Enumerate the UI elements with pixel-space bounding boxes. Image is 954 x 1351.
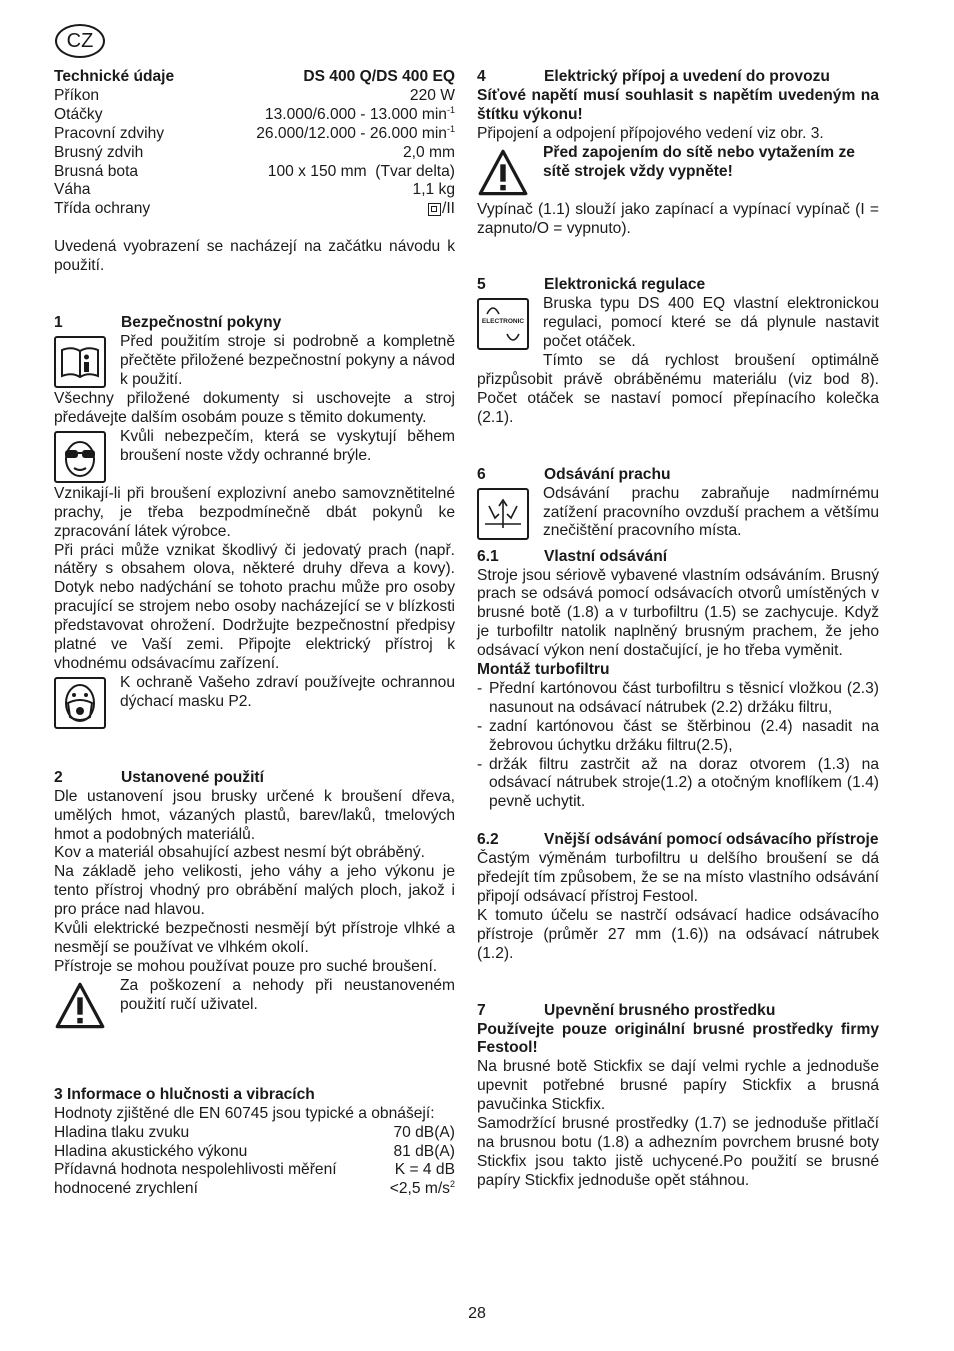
left-column: [54, 68, 455, 1199]
noise-row: hodnocené zrychlení <2,5 $m/s^2$: [54, 1179, 455, 1198]
s4-warn: Před zapojením do sítě nebo vytažením ze sítě strojek vždy vypněte!: [543, 143, 855, 180]
tech-label: Pracovní zdvihy: [54, 124, 165, 142]
tech-label: Otáčky: [54, 105, 103, 123]
noise-row: Hladina tlaku zvuku 70 dB(A): [54, 1123, 455, 1141]
protection-class-icon: [428, 203, 441, 216]
s7-p1: Na brusné botě Stickfix se dají velmi rychle a jednoduše upevnit potřebné brusné papíry Stickfix a brusná pavučinka Stickfix.: [477, 1058, 879, 1114]
s1-p5: Při práci může vznikat škodlivý či jedovatý prach (např. nátěry s obsahem olova, některé druhy dřeva a kovy). Dotyk nebo nadýchání se tohoto prachu může pro osoby pracující se strojem nebo osoby nacházející se v blízkosti představovat ohrožení. Dodržujte bezpečnostní předpisy platné ve Vaší zemi. Připojte elektrický přístroj k vhodnému odsávacímu zařízení.: [54, 541, 455, 672]
tech-value: 2,0 mm: [403, 143, 455, 161]
s1-p6: K ochraně Vašeho zdraví používejte ochrannou dýchací masku P2.: [120, 673, 455, 710]
s62-p2: K tomuto účelu se nastrčí odsávací hadice odsávacího přístroje (průměr 27 mm (1.6)) na odsávací nátrubek (1.2).: [477, 906, 879, 962]
s7-bold: Používejte pouze originální brusné prostředky firmy Festool!: [477, 1020, 879, 1057]
warning-icon: [54, 980, 106, 1032]
section-7-heading: 7 Upevnění brusného prostředku: [477, 1001, 776, 1019]
turbofilter-mount-heading: Montáž turbofiltru: [477, 661, 610, 679]
tech-value: /II: [428, 200, 455, 219]
respirator-mask-icon: [54, 677, 106, 729]
tech-row: [54, 163, 455, 182]
warning-icon: [477, 147, 529, 199]
s2-p3: Na základě jeho velikosti, jeho váhy a jeho výkonu je tento přístroj vhodný pro obrábění malých ploch, jakož i pro práce nad hlavou.: [54, 863, 455, 919]
page-number: 28: [468, 1305, 486, 1322]
s2-p5: Přístroje se mohou používat pouze pro suché broušení.: [54, 957, 438, 975]
tech-label: Příkon: [54, 86, 100, 104]
right-column: [477, 68, 879, 1191]
tech-label: Brusný zdvih: [54, 143, 144, 161]
tech-model: DS 400 Q/DS 400 EQ: [303, 68, 455, 85]
tech-label: Brusná bota: [54, 162, 139, 180]
tech-row: [54, 181, 455, 200]
list-item: - Přední kartónovou část turbofiltru s těsnicí vložkou (2.3) nasunout na odsávací nátrubek (2.2) držáku filtru,: [477, 680, 879, 718]
noise-row: Hladina akustického výkonu 81 dB(A): [54, 1142, 455, 1160]
s7-p2: Samodržící brusné prostředky (1.7) se jednoduše přitlačí na brusnou botu (1.8) a adhezním povrchem brusné boty Stickfix jsou takto jistě uchycené.Po použití se brusné papíry Stickfix jednoduše opět stáhnou.: [477, 1115, 879, 1189]
list-item: - držák filtru zastrčit až na doraz otvorem (1.3) na odsávací nátrubek stroje(1.2) a otočným knoflíkem (1.4) pevně uchytit.: [477, 756, 879, 813]
s1-p2: Všechny přiložené dokumenty si uschovejte a stroj předávejte dalším osobám pouze s těmito dokumenty.: [54, 389, 455, 426]
safety-goggles-icon: [54, 431, 106, 483]
s1-p4: Vznikají-li při broušení explozivní anebo samovznětitelné prachy, je třeba bezpodmínečně dbát pokynů ke zpracování látek výrobce.: [54, 484, 455, 540]
s2-p2: Kov a materiál obsahující azbest nesmí být obráběný.: [54, 844, 425, 862]
section-6-1-heading: 6.1 Vlastní odsávání: [477, 547, 668, 565]
tech-label: Váha: [54, 181, 91, 199]
s2-p6: Za poškození a nehody při neustanoveném použití ručí uživatel.: [120, 976, 455, 1013]
electronic-icon: ELECTRONIC: [477, 298, 529, 350]
section-4-heading: 4 Elektrický přípoj a uvedení do provozu: [477, 68, 830, 85]
section-1-heading: 1 Bezpečnostní pokyny: [54, 314, 282, 332]
tech-value: 26.000/12.000 - 26.000 $\min^{-1}$: [256, 123, 455, 142]
section-3-heading: 3 Informace o hlučnosti a vibracích: [54, 1085, 315, 1103]
s6-p1: Odsávání prachu zabraňuje nadmírnému zatížení pracovního ovzduší prachem a většímu znečištění pracovního místa.: [543, 484, 879, 540]
s4-p2: Vypínač (1.1) slouží jako zapínací a vypínací vypínač (I = zapnuto/O = vypnuto).: [477, 200, 879, 237]
s62-p1: Častým výměnám turbofiltru u delšího broušení se dá předejít tím způsobem, že se na místo vlastního odsávání připojí odsávací přístroj Festool.: [477, 850, 879, 905]
tech-value: 100 x 150 mm (Tvar delta): [267, 162, 455, 180]
section-2-heading: 2 Ustanovené použití: [54, 768, 264, 786]
s2-p4: Kvůli elektrické bezpečnosti nesmějí být přístroje vlhké a nesmějí se používat ve vlhkém okolí.: [54, 920, 455, 956]
tech-value: 1,1 kg: [412, 181, 455, 199]
s61-p: Stroje jsou sériově vybavené vlastním odsáváním. Brusný prach se odsává pomocí odsávacích otvorů umístěných v brusné botě (1.8) a v turbofiltru (1.5) se zachycuje. Když je turbofiltr natolik naplněný brusným prachem, že jeho odsávací výkon není dostačující, je ho třeba vyměnit.: [477, 566, 879, 660]
s2-p1: Dle ustanovení jsou brusky určené k broušení dřeva, umělých hmot, vázaných plastů, barev/laků, tmelových hmot a podobných materiálů.: [54, 787, 455, 843]
language-badge: CZ: [55, 24, 105, 58]
s1-p3: Kvůli nebezpečím, která se vyskytují během broušení noste vždy ochranné brýle.: [120, 427, 455, 464]
section-6-heading: 6 Odsávání prachu: [477, 465, 671, 483]
s5-p2: Tímto se dá rychlost broušení optimálně přizpůsobit právě obráběnému materiálu (viz bod 8). Počet otáček se nastaví pomocí přepínacího kolečka (2.1).: [477, 352, 879, 426]
dust-extraction-icon: [477, 488, 529, 540]
s5-p1: Bruska typu DS 400 EQ vlastní elektronickou regulaci, pomocí které se dá plynule nastavit počet otáček.: [543, 295, 879, 351]
noise-row: Přídavná hodnota nespolehlivosti měření K = 4 dB: [54, 1161, 455, 1179]
mount-steps-list: [477, 680, 879, 812]
tech-header: [54, 68, 455, 87]
tech-row: [54, 200, 455, 219]
manual-info-icon: [54, 336, 106, 388]
tech-row: [54, 144, 455, 163]
tech-row: [54, 125, 455, 144]
tech-label: Třída ochrany: [54, 200, 151, 218]
s4-bold: Síťové napětí musí souhlasit s napětím uvedeným na štítku výkonu!: [477, 86, 879, 123]
section-6-2-heading: 6.2 Vnější odsávání pomocí odsávacího přístroje: [477, 831, 879, 849]
s3-intro: Hodnoty zjištěné dle EN 60745 jsou typické a obnášejí:: [54, 1104, 435, 1122]
tech-title: Technické údaje: [54, 68, 175, 85]
list-item: - zadní kartónovou část se štěrbinou (2.4) nasadit na žebrovou úchytku držáku filtru(2.5),: [477, 718, 879, 756]
tech-note: Uvedená vyobrazení se nacházejí na začátku návodu k použití.: [54, 238, 455, 275]
tech-value: 13.000/6.000 - 13.000 $\min^{-1}$: [264, 104, 455, 123]
s4-p1: Připojení a odpojení přípojového vedení viz obr. 3.: [477, 124, 824, 142]
tech-row: [54, 87, 455, 106]
tech-row: [54, 106, 455, 125]
tech-value: 220 W: [409, 86, 455, 104]
section-5-heading: 5 Elektronická regulace: [477, 276, 706, 294]
s1-p1: Před použitím stroje si podrobně a kompletně přečtěte přiložené bezpečnostní pokyny a návod k použití.: [120, 332, 455, 388]
